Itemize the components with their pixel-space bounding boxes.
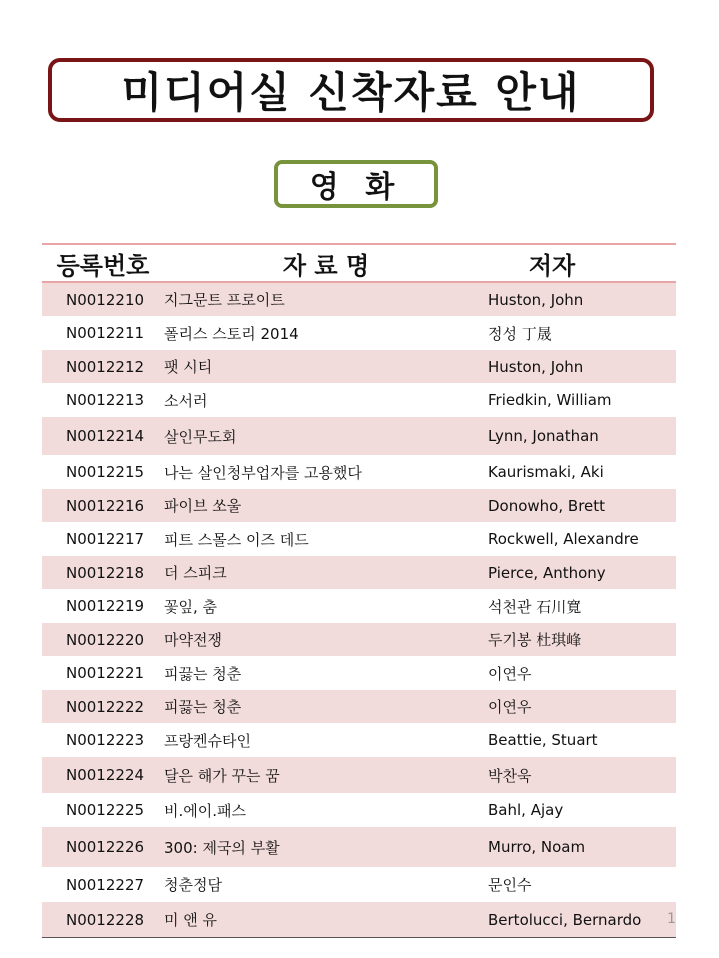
item-title-cell: 피트 스몰스 이즈 데드	[164, 530, 309, 549]
registration-number-cell: N0012222	[66, 697, 145, 716]
table-row	[42, 867, 676, 902]
registration-number-cell: N0012212	[66, 357, 145, 376]
page-number: 1	[667, 911, 676, 927]
item-title-cell: 폴리스 스토리 2014	[164, 324, 299, 343]
table-row	[42, 623, 676, 656]
author-cell: Huston, John	[488, 290, 584, 309]
item-title-cell: 살인무도회	[164, 427, 237, 446]
author-cell: Lynn, Jonathan	[488, 427, 599, 445]
header-author: 저자	[528, 251, 576, 280]
table-row	[42, 522, 676, 556]
author-cell: Kaurismaki, Aki	[488, 463, 604, 481]
registration-number-cell: N0012214	[66, 427, 145, 445]
table-row	[42, 417, 676, 455]
header-item-title: 자 료 명	[282, 251, 370, 280]
item-title-cell: 파이브 쏘울	[164, 497, 242, 515]
item-title-cell: 꽃잎, 춤	[164, 597, 218, 616]
table-row	[42, 350, 676, 383]
registration-number-cell: N0012216	[66, 496, 145, 515]
page-title-box	[48, 58, 654, 122]
author-cell: Beattie, Stuart	[488, 731, 598, 749]
page-title: 미디어실 신착자료 안내	[121, 68, 581, 117]
item-title-cell: 팻 시티	[164, 358, 213, 376]
item-title-cell: 비.에이.패스	[164, 801, 246, 820]
table-body	[42, 283, 676, 938]
table-row	[42, 556, 676, 589]
author-cell: 이연우	[488, 664, 532, 683]
author-cell: 정성 丁晟	[488, 324, 552, 343]
registration-number-cell: N0012215	[66, 463, 145, 481]
item-title-cell: 소서러	[164, 391, 208, 410]
author-cell: Murro, Noam	[488, 838, 586, 856]
author-cell: 두기봉 杜琪峰	[488, 631, 582, 649]
table-row	[42, 656, 676, 690]
registration-number-cell: N0012225	[66, 801, 145, 819]
author-cell: Pierce, Anthony	[488, 563, 606, 582]
category-label: 영 화	[309, 170, 403, 205]
item-title-cell: 피끓는 청춘	[164, 698, 242, 716]
registration-number-cell: N0012211	[66, 324, 145, 342]
registration-number-cell: N0012223	[66, 731, 145, 749]
table-row	[42, 690, 676, 723]
registration-number-cell: N0012226	[66, 838, 145, 856]
author-cell: 문인수	[488, 876, 532, 894]
item-title-cell: 더 스피크	[164, 564, 227, 582]
author-cell: 이연우	[488, 698, 532, 716]
item-title-cell: 지그문트 프로이트	[164, 291, 285, 309]
registration-number-cell: N0012213	[66, 391, 145, 409]
author-cell: Huston, John	[488, 357, 584, 376]
author-cell: 박찬욱	[488, 766, 532, 785]
registration-number-cell: N0012217	[66, 530, 145, 548]
header-registration-number: 등록번호	[56, 251, 150, 280]
registration-number-cell: N0012224	[66, 766, 145, 784]
table-header	[42, 243, 676, 283]
item-title-cell: 달은 해가 꾸는 꿈	[164, 766, 280, 785]
registration-number-cell: N0012218	[66, 563, 145, 582]
registration-number-cell: N0012228	[66, 910, 145, 929]
author-cell: Donowho, Brett	[488, 496, 606, 515]
table-row	[42, 455, 676, 489]
table-row	[42, 316, 676, 350]
table-row	[42, 757, 676, 793]
item-title-cell: 미 앤 유	[164, 911, 218, 929]
author-cell: Rockwell, Alexandre	[488, 530, 639, 548]
registration-number-cell: N0012220	[66, 630, 145, 649]
table-row	[42, 589, 676, 623]
item-title-cell: 나는 살인청부업자를 고용했다	[164, 463, 362, 482]
table-row	[42, 723, 676, 757]
registration-number-cell: N0012221	[66, 664, 145, 682]
registration-number-cell: N0012227	[66, 875, 145, 894]
new-items-table	[42, 243, 676, 938]
table-row	[42, 283, 676, 316]
table-row	[42, 383, 676, 417]
item-title-cell: 300: 제국의 부활	[164, 838, 280, 857]
author-cell: Bahl, Ajay	[488, 801, 564, 819]
table-row	[42, 793, 676, 827]
table-row	[42, 489, 676, 522]
author-cell: Bertolucci, Bernardo	[488, 910, 642, 929]
item-title-cell: 프랑켄슈타인	[164, 731, 251, 750]
table-row	[42, 827, 676, 867]
category-box	[274, 160, 438, 208]
registration-number-cell: N0012210	[66, 290, 145, 309]
author-cell: 석천관 石川寬	[488, 597, 582, 616]
item-title-cell: 청춘정담	[164, 876, 222, 894]
registration-number-cell: N0012219	[66, 597, 145, 615]
table-row	[42, 902, 676, 937]
item-title-cell: 마약전쟁	[164, 631, 222, 649]
author-cell: Friedkin, William	[488, 391, 612, 409]
item-title-cell: 피끓는 청춘	[164, 664, 242, 683]
